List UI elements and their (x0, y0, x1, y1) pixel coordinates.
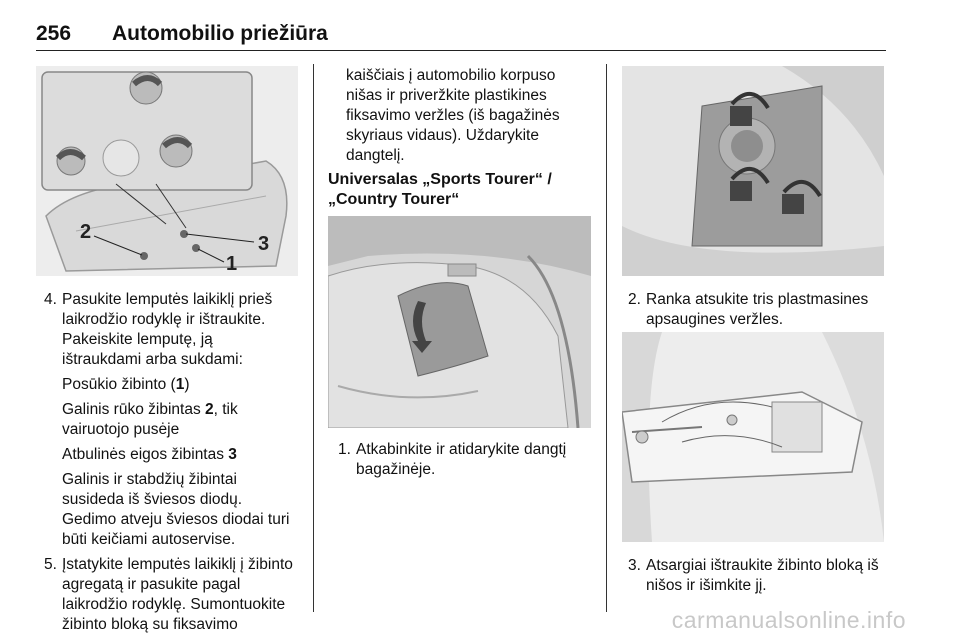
lamp-removal-figure (622, 332, 884, 542)
continuation-line: kaiščiais į automobilio korpuso (346, 67, 556, 84)
plastic-nuts-figure (622, 66, 884, 276)
step-1-line: Atkabinkite ir atidarykite dangtį (356, 441, 567, 458)
tail-lamp-illustration (36, 66, 298, 276)
column-3-step-3 (628, 556, 888, 596)
led-note-line: Gedimo atveju šviesos diodai turi (62, 511, 290, 528)
step-4-line: Pakeiskite lemputę, ją (62, 331, 213, 348)
step-5-line: laikrodžio rodyklę. Sumontuokite (62, 596, 286, 613)
rear-fog-lamp: Galinis rūko žibintas 2, tik (62, 401, 238, 418)
reversing-lamp: Atbulinės eigos žibintas 3 (62, 446, 237, 463)
step-4-line: laikrodžio rodyklę ir ištraukite. (62, 311, 266, 328)
continuation-line: dangtelį. (346, 147, 405, 164)
trunk-cover-illustration (328, 216, 591, 428)
led-note-line: Galinis ir stabdžių žibintai (62, 471, 237, 488)
rear-fog-lamp-note: vairuotojo pusėje (62, 421, 180, 438)
led-note-line: būti keičiami autoservise. (62, 531, 236, 548)
column-1-text (44, 290, 306, 635)
continuation-line: skyriaus vidaus). Uždarykite (346, 127, 539, 144)
plastic-nuts-illustration (622, 66, 884, 276)
step-4-line: ištraukdami arba sukdami: (62, 351, 243, 368)
turn-signal-lamp: Posūkio žibinto (1) (62, 376, 190, 393)
column-divider-1 (313, 64, 314, 612)
page-title: Automobilio priežiūra (112, 22, 328, 45)
step-5-line: Įstatykite lemputės laikiklį į žibinto (62, 556, 293, 573)
step-1-line: bagažinėje. (356, 461, 436, 478)
step-5-number: 5. (44, 556, 57, 573)
tail-lamp-figure (36, 66, 298, 276)
callout-1: 1 (226, 253, 238, 275)
continuation-line: fiksavimo veržles (iš bagažinės (346, 107, 560, 124)
led-note-line: susideda iš šviesos diodų. (62, 491, 243, 508)
lamp-removal-illustration (622, 332, 884, 542)
step-2-line: Ranka atsukite tris plastmasines (646, 291, 869, 308)
header-rule (36, 50, 886, 51)
step-2-number: 2. (628, 291, 641, 308)
column-2-step-1 (338, 440, 593, 480)
step-1-number: 1. (338, 441, 351, 458)
continuation-line: nišas ir priveržkite plastikines (346, 87, 547, 104)
step-2-line: apsaugines veržles. (646, 311, 783, 328)
callout-2: 2 (80, 221, 92, 243)
section-heading: Universalas „Sports Tourer“ / „Country Tourer“ (328, 171, 552, 208)
column-2-continuation (346, 66, 596, 166)
trunk-cover-figure (328, 216, 591, 428)
column-3-step-2 (628, 290, 886, 330)
page-number: 256 (36, 22, 72, 45)
column-divider-2 (606, 64, 607, 612)
step-5-line: žibinto bloką su fiksavimo (62, 616, 238, 633)
step-3-number: 3. (628, 557, 641, 574)
step-5-line: agregatą ir pasukite pagal (62, 576, 241, 593)
step-4 (44, 290, 306, 550)
step-4-number: 4. (44, 291, 57, 308)
step-5 (44, 555, 306, 635)
step-3-line: Atsargiai ištraukite žibinto bloką iš (646, 557, 879, 574)
step-4-line: Pasukite lemputės laikiklį prieš (62, 291, 273, 308)
callout-3: 3 (258, 233, 270, 255)
watermark: carmanualsonline.info (671, 607, 906, 633)
step-3-line: nišos ir išimkite jį. (646, 577, 767, 594)
